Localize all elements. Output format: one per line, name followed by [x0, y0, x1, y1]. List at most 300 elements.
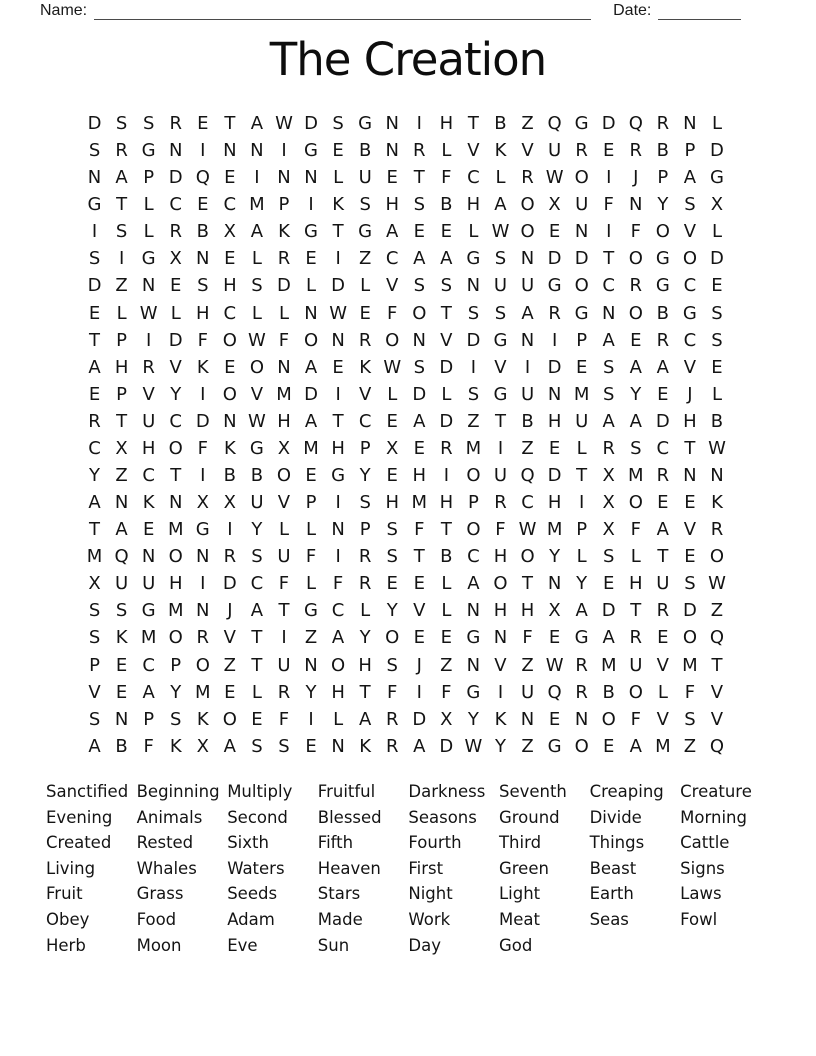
grid-row: [81, 354, 731, 381]
grid-cell: J: [416, 654, 422, 676]
grid-cell: T: [359, 681, 371, 703]
word-list-item: Laws: [680, 884, 722, 904]
grid-cell: E: [684, 492, 696, 514]
grid-cell: L: [387, 383, 398, 405]
word-list-item: Green: [498, 858, 549, 878]
grid-cell: Y: [576, 573, 588, 595]
grid-cell: T: [116, 410, 128, 432]
grid-cell: R: [169, 221, 182, 243]
grid-cell: E: [603, 573, 615, 595]
grid-cell: N: [412, 329, 427, 351]
grid-cell: X: [710, 194, 724, 216]
grid-cell: F: [603, 194, 614, 216]
word-list-item: Cattle: [680, 833, 730, 853]
grid-cell: U: [142, 410, 156, 432]
grid-cell: T: [413, 546, 425, 568]
grid-cell: I: [606, 167, 612, 189]
grid-row: [81, 110, 731, 137]
grid-cell: M: [167, 519, 184, 541]
word-list-item: Light: [498, 884, 541, 904]
grid-cell: Q: [709, 735, 725, 757]
grid-cell: T: [332, 221, 344, 243]
grid-cell: B: [440, 546, 453, 568]
grid-cell: O: [303, 329, 319, 351]
grid-cell: J: [687, 383, 693, 405]
grid-cell: D: [655, 410, 670, 432]
grid-cell: M: [465, 437, 482, 459]
grid-cell: S: [413, 275, 425, 297]
grid-cell: F: [495, 519, 506, 541]
grid-cell: T: [657, 546, 669, 568]
grid-cell: D: [547, 356, 562, 378]
word-list-column: [137, 779, 228, 958]
grid-cell: I: [91, 221, 98, 243]
grid-cell: E: [224, 356, 236, 378]
grid-cell: M: [600, 654, 617, 676]
grid-cell: D: [466, 329, 481, 351]
grid-cell: N: [385, 140, 399, 162]
grid-cell: L: [278, 302, 289, 324]
grid-cell: K: [711, 492, 723, 514]
grid-row: [81, 516, 731, 543]
word-list-item: Fruit: [46, 884, 83, 904]
grid-cell: X: [386, 437, 399, 459]
grid-cell: P: [467, 492, 479, 514]
grid-cell: I: [551, 329, 558, 351]
grid-cell: O: [168, 546, 183, 568]
grid-cell: N: [304, 302, 318, 324]
grid-cell: E: [603, 140, 615, 162]
grid-cell: A: [88, 735, 101, 757]
grid-cell: F: [414, 519, 425, 541]
grid-cell: I: [416, 113, 422, 134]
grid-cell: F: [143, 735, 154, 757]
grid-cell: P: [116, 329, 128, 351]
grid-cell: A: [629, 410, 642, 432]
grid-cell: E: [630, 329, 642, 351]
grid-cell: G: [547, 735, 562, 757]
grid-cell: U: [548, 140, 562, 162]
word-list-item: Evening: [46, 807, 113, 827]
grid-cell: N: [574, 708, 589, 730]
grid-cell: A: [575, 600, 588, 622]
word-list-item: Made: [317, 909, 363, 929]
grid-cell: E: [413, 221, 425, 243]
grid-cell: H: [385, 492, 399, 514]
grid-cell: L: [251, 248, 262, 270]
grid-cell: C: [223, 302, 237, 324]
grid-cell: G: [493, 383, 508, 405]
grid-cell: G: [709, 167, 724, 189]
grid-cell: I: [254, 167, 260, 189]
grid-cell: V: [710, 681, 724, 703]
grid-cell: A: [88, 356, 101, 378]
grid-cell: L: [441, 600, 452, 622]
grid-cell: E: [386, 573, 398, 595]
grid-cell: R: [223, 546, 237, 568]
grid-cell: O: [682, 248, 697, 270]
grid-cell: I: [281, 140, 287, 162]
grid-cell: C: [385, 248, 399, 270]
grid-cell: S: [88, 248, 101, 270]
grid-cell: K: [115, 627, 128, 649]
word-list-item: Heaven: [317, 858, 381, 878]
grid-cell: M: [573, 383, 590, 405]
grid-cell: A: [304, 356, 318, 378]
grid-cell: N: [223, 410, 237, 432]
word-list-item: Things: [589, 833, 645, 853]
grid-cell: U: [115, 573, 129, 595]
grid-cell: D: [439, 410, 454, 432]
grid-cell: R: [440, 437, 453, 459]
grid-cell: N: [385, 113, 399, 134]
grid-row: [81, 408, 731, 435]
grid-cell: O: [222, 708, 237, 730]
grid-cell: M: [546, 519, 563, 541]
grid-cell: Y: [170, 681, 182, 703]
word-list-item: Blessed: [317, 807, 382, 827]
grid-cell: A: [115, 167, 128, 189]
grid-cell: F: [387, 302, 398, 324]
grid-cell: A: [602, 627, 615, 649]
grid-cell: P: [576, 519, 588, 541]
grid-cell: W: [248, 329, 266, 351]
grid-cell: H: [629, 573, 643, 595]
grid-cell: I: [524, 356, 531, 378]
grid-cell: L: [278, 519, 289, 541]
grid-cell: S: [440, 275, 453, 297]
grid-cell: B: [196, 221, 209, 243]
grid-cell: N: [520, 248, 535, 270]
word-list-item: Sun: [317, 935, 350, 955]
grid-cell: C: [467, 546, 480, 568]
word-list-item: Grass: [136, 884, 184, 904]
grid-cell: K: [196, 356, 209, 378]
grid-cell: U: [629, 654, 643, 676]
grid-cell: E: [332, 140, 344, 162]
grid-cell: P: [170, 654, 182, 676]
grid-cell: S: [386, 654, 398, 676]
grid-cell: A: [494, 194, 507, 216]
grid-cell: S: [251, 275, 263, 297]
grid-cell: Q: [114, 546, 129, 568]
grid-cell: S: [251, 546, 263, 568]
grid-cell: D: [412, 708, 427, 730]
grid-cell: F: [197, 329, 208, 351]
grid-cell: N: [168, 492, 183, 514]
grid-cell: Z: [223, 654, 237, 676]
word-list-item: Seas: [589, 909, 629, 929]
grid-cell: O: [222, 383, 237, 405]
grid-cell: T: [684, 437, 696, 459]
word-list-column: [590, 779, 681, 958]
grid-cell: F: [684, 681, 696, 703]
grid-cell: V: [277, 492, 291, 514]
grid-cell: S: [88, 708, 101, 730]
grid-cell: W: [248, 410, 266, 432]
grid-cell: L: [711, 383, 722, 405]
word-list-item: Work: [408, 909, 451, 929]
grid-cell: S: [494, 302, 507, 324]
grid-cell: V: [223, 627, 236, 649]
grid-cell: L: [333, 167, 344, 189]
grid-cell: C: [331, 600, 345, 622]
grid-cell: D: [168, 329, 183, 351]
grid-cell: P: [143, 167, 155, 189]
grid-cell: F: [441, 167, 452, 189]
grid-cell: A: [467, 573, 480, 595]
grid-cell: V: [358, 383, 372, 405]
word-list-item: Divide: [589, 807, 642, 827]
grid-cell: M: [140, 627, 157, 649]
grid-cell: N: [574, 221, 589, 243]
grid-cell: I: [200, 140, 206, 162]
grid-cell: N: [629, 194, 643, 216]
word-list-item: Third: [498, 833, 542, 853]
grid-cell: G: [466, 248, 481, 270]
grid-cell: B: [656, 140, 670, 162]
word-list-item: Adam: [227, 909, 275, 929]
grid-cell: M: [655, 735, 671, 757]
grid-cell: E: [224, 167, 236, 189]
grid-cell: D: [331, 275, 346, 297]
grid-cell: S: [170, 708, 182, 730]
grid-cell: S: [603, 383, 615, 405]
grid-cell: Z: [115, 275, 128, 297]
grid-cell: O: [682, 627, 697, 649]
grid-cell: I: [497, 681, 504, 703]
grid-cell: O: [222, 329, 237, 351]
grid-cell: F: [630, 708, 641, 730]
grid-row: [81, 624, 731, 651]
grid-cell: H: [277, 410, 291, 432]
grid-cell: X: [115, 437, 128, 459]
grid-cell: H: [141, 437, 156, 459]
grid-cell: V: [683, 519, 697, 541]
grid-cell: I: [200, 573, 206, 595]
grid-cell: L: [251, 681, 262, 703]
grid-cell: V: [521, 140, 534, 162]
grid-cell: X: [440, 708, 453, 730]
grid-cell: A: [115, 519, 128, 541]
grid-cell: R: [629, 140, 643, 162]
grid-cell: M: [86, 546, 103, 568]
grid-cell: B: [656, 302, 670, 324]
grid-cell: D: [168, 167, 183, 189]
grid-cell: G: [141, 140, 156, 162]
grid-cell: H: [547, 410, 562, 432]
grid-cell: V: [413, 600, 426, 622]
word-list-item: Rested: [136, 833, 194, 853]
grid-cell: P: [305, 492, 317, 514]
grid-cell: P: [359, 519, 371, 541]
grid-cell: M: [628, 465, 644, 487]
grid-cell: S: [115, 221, 128, 243]
word-list-item: Eve: [227, 935, 258, 955]
grid-cell: V: [494, 654, 507, 676]
grid-cell: N: [223, 140, 237, 162]
grid-cell: D: [304, 383, 318, 405]
grid-cell: D: [277, 275, 291, 297]
grid-cell: O: [574, 275, 589, 297]
grid-cell: M: [167, 600, 184, 622]
grid-cell: N: [331, 519, 345, 541]
grid-cell: P: [657, 167, 669, 189]
grid-cell: H: [683, 410, 697, 432]
grid-cell: A: [656, 519, 669, 541]
grid-cell: T: [170, 465, 182, 487]
grid-cell: G: [655, 248, 670, 270]
grid-cell: R: [521, 167, 534, 189]
grid-cell: G: [195, 519, 210, 541]
grid-cell: A: [250, 221, 264, 243]
grid-cell: D: [412, 383, 427, 405]
grid-cell: K: [359, 735, 372, 757]
grid-cell: N: [493, 627, 508, 649]
grid-cell: U: [142, 573, 156, 595]
grid-cell: F: [332, 573, 344, 595]
grid-cell: W: [708, 573, 726, 595]
grid-cell: C: [358, 410, 372, 432]
grid-cell: I: [308, 708, 314, 730]
grid-cell: E: [305, 465, 317, 487]
grid-cell: N: [601, 302, 616, 324]
grid-cell: P: [576, 329, 588, 351]
grid-cell: N: [683, 465, 697, 487]
grid-cell: V: [250, 383, 264, 405]
grid-cell: E: [440, 627, 453, 649]
grid-cell: F: [197, 437, 208, 459]
grid-cell: G: [466, 627, 481, 649]
grid-cell: B: [602, 681, 615, 703]
grid-cell: L: [495, 167, 506, 189]
grid-cell: A: [602, 329, 615, 351]
word-list-item: Day: [408, 935, 441, 955]
grid-cell: I: [308, 194, 314, 216]
grid-cell: N: [547, 383, 562, 405]
grid-cell: Z: [683, 735, 697, 757]
grid-cell: H: [331, 437, 345, 459]
grid-cell: O: [466, 465, 481, 487]
grid-row: [81, 543, 731, 570]
grid-cell: T: [89, 519, 101, 541]
grid-cell: W: [383, 356, 402, 378]
grid-cell: X: [548, 194, 561, 216]
grid-cell: K: [494, 140, 507, 162]
grid-cell: O: [520, 546, 535, 568]
grid-cell: X: [602, 492, 615, 514]
grid-cell: R: [385, 708, 399, 730]
grid-cell: D: [574, 248, 589, 270]
grid-cell: S: [386, 519, 398, 541]
grid-cell: Y: [251, 519, 263, 541]
grid-cell: N: [683, 113, 697, 134]
grid-cell: S: [359, 194, 371, 216]
grid-cell: Z: [521, 113, 534, 134]
grid-cell: E: [305, 735, 317, 757]
grid-cell: N: [331, 735, 345, 757]
grid-cell: S: [711, 302, 723, 324]
grid-cell: M: [195, 681, 211, 703]
grid-cell: B: [521, 410, 534, 432]
grid-cell: N: [114, 708, 129, 730]
grid-cell: L: [360, 275, 371, 297]
grid-cell: M: [249, 194, 265, 216]
grid-cell: O: [709, 546, 725, 568]
grid-cell: R: [277, 248, 291, 270]
grid-cell: R: [169, 113, 182, 134]
word-list: [46, 779, 771, 958]
grid-cell: U: [575, 194, 589, 216]
grid-cell: N: [168, 140, 183, 162]
grid-cell: Q: [547, 681, 562, 703]
word-list-item: Earth: [589, 884, 634, 904]
grid-cell: D: [304, 113, 318, 134]
grid-cell: N: [114, 492, 129, 514]
grid-cell: O: [385, 627, 400, 649]
word-list-item: Morning: [680, 807, 747, 827]
grid-cell: O: [276, 465, 292, 487]
grid-cell: B: [494, 113, 507, 134]
grid-cell: B: [710, 410, 724, 432]
grid-cell: E: [224, 681, 236, 703]
grid-cell: D: [682, 600, 697, 622]
grid-cell: I: [335, 492, 341, 514]
grid-cell: V: [467, 140, 480, 162]
grid-cell: D: [195, 410, 210, 432]
grid-cell: O: [195, 654, 210, 676]
grid-cell: T: [630, 600, 642, 622]
grid-cell: E: [197, 113, 209, 134]
grid-cell: I: [227, 519, 233, 541]
grid-cell: I: [281, 627, 287, 649]
grid-cell: A: [142, 681, 155, 703]
grid-cell: H: [168, 573, 183, 595]
grid-cell: N: [277, 167, 291, 189]
grid-cell: N: [141, 275, 156, 297]
grid-cell: X: [602, 465, 615, 487]
grid-cell: O: [628, 492, 643, 514]
grid-cell: Q: [709, 627, 725, 649]
grid-row: [81, 706, 731, 733]
grid-cell: M: [303, 437, 319, 459]
grid-cell: S: [467, 302, 480, 324]
grid-cell: L: [630, 546, 641, 568]
grid-cell: G: [574, 113, 589, 134]
word-list-item: Meat: [498, 909, 540, 929]
grid-cell: E: [657, 492, 669, 514]
grid-cell: L: [143, 221, 154, 243]
grid-cell: Z: [467, 410, 480, 432]
grid-cell: P: [143, 708, 155, 730]
grid-cell: C: [88, 437, 101, 459]
grid-cell: R: [656, 113, 670, 134]
grid-cell: N: [141, 546, 156, 568]
grid-cell: A: [413, 735, 426, 757]
grid-cell: W: [545, 167, 564, 189]
grid-cell: Z: [521, 654, 534, 676]
grid-cell: E: [440, 221, 453, 243]
grid-cell: L: [441, 573, 452, 595]
grid-cell: G: [358, 113, 373, 134]
grid-cell: L: [143, 194, 154, 216]
grid-cell: T: [711, 654, 723, 676]
grid-cell: V: [494, 356, 507, 378]
grid-cell: V: [656, 654, 669, 676]
grid-cell: C: [250, 573, 264, 595]
grid-cell: E: [548, 437, 561, 459]
grid-cell: E: [413, 627, 425, 649]
